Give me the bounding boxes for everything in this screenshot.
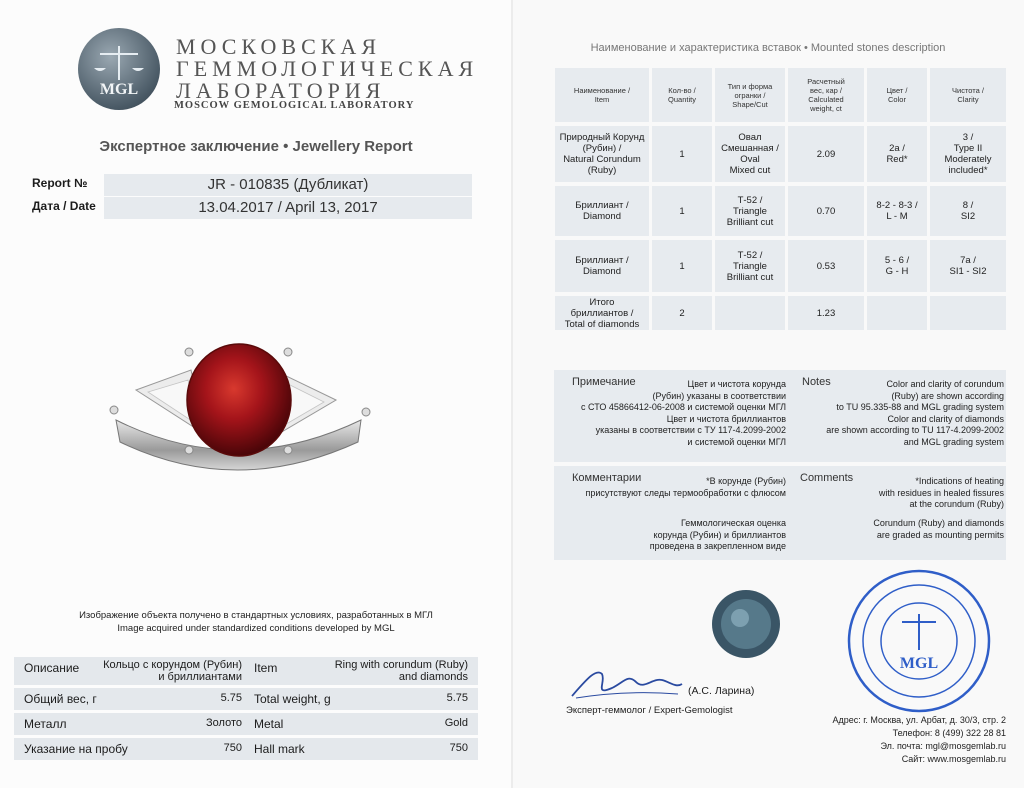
stones-cell-qty <box>652 126 712 182</box>
cell-text-line: 8 / <box>962 200 974 211</box>
cell-text <box>885 255 909 277</box>
stamp-seal <box>846 568 992 714</box>
cell-text <box>565 297 639 330</box>
note-en-text <box>770 379 1004 448</box>
stones-header-clarity <box>930 68 1006 122</box>
stones-cell-item <box>555 240 649 292</box>
header-text <box>668 86 696 104</box>
cell-text-line: Т-52 / <box>737 194 763 206</box>
header-text-line: Чистота / <box>952 86 984 95</box>
cell-text-line: Бриллиант / <box>575 200 629 211</box>
lab-subtitle: MOSCOW GEMOLOGICAL LABORATORY <box>174 100 415 111</box>
logo-badge: MGL <box>99 81 139 98</box>
cell-text-line: 8-2 - 8-3 / <box>876 200 918 211</box>
header-text-line: Shape/Cut <box>732 99 768 109</box>
stones-cell-color <box>867 240 927 292</box>
cell-text <box>721 132 779 176</box>
note-en-line: to TU 95.335-88 and MGL grading system <box>836 402 1004 412</box>
stones-cell-color <box>867 126 927 182</box>
cell-text-line: L - M <box>886 211 908 222</box>
cell-text: 0.53 <box>816 260 836 272</box>
address-line: Адрес: г. Москва, ул. Арбат, д. 30/3, стр. 2 <box>832 715 1006 725</box>
stones-cell-weight <box>788 126 864 182</box>
cell-text-line: Природный Корунд <box>559 132 645 143</box>
lab-name-line-1: МОСКОВСКАЯ <box>176 34 381 59</box>
cell-text-line: бриллиантов / <box>570 307 634 319</box>
signature <box>566 660 686 704</box>
prop-value: 750 <box>223 742 242 754</box>
header-text-line: Clarity <box>957 95 979 104</box>
prop-row-weight <box>14 688 478 710</box>
cell-text: 2 <box>679 307 685 319</box>
header-text-line: Кол-во / <box>668 86 696 95</box>
note-ru-line: (Рубин) указаны в соответствии <box>652 390 786 401</box>
cell-text-line: Triangle <box>733 260 767 272</box>
header-text-line: Цвет / <box>886 86 908 95</box>
comm-ru-text-1 <box>560 476 786 499</box>
cell-text: 1.23 <box>816 307 836 319</box>
hologram-sticker <box>710 588 782 660</box>
stones-cell-weight <box>788 186 864 236</box>
stones-cell-cut <box>715 296 785 330</box>
comm-ru-line: Геммологическая оценка <box>680 518 786 528</box>
cell-text <box>560 132 645 176</box>
prop-value: 5.75 <box>220 692 242 704</box>
stamp-text: MGL <box>899 655 939 672</box>
prop-value-en: Gold <box>444 717 468 729</box>
address-line: Сайт: www.mosgemlab.ru <box>901 754 1006 764</box>
note-en-line: and MGL grading system <box>903 436 1004 447</box>
cell-text-line: 7а / <box>960 255 976 266</box>
prop-label: Металл <box>24 717 67 731</box>
stones-cell-clarity <box>930 296 1006 330</box>
cell-text-line: Diamond <box>582 266 621 277</box>
stones-header-qty <box>652 68 712 122</box>
cell-text-line: included* <box>948 165 988 176</box>
prop-value-line: Кольцо с корундом (Рубин) <box>103 659 242 671</box>
prop-row-hallmark <box>14 738 478 760</box>
lab-name-line-2: ГЕММОЛОГИЧЕСКАЯ <box>176 56 479 81</box>
cell-text <box>727 250 773 283</box>
stones-header-weight <box>788 68 864 122</box>
cell-text-line: Овал <box>738 132 762 143</box>
stones-cell-clarity <box>930 186 1006 236</box>
stones-cell-qty <box>652 186 712 236</box>
address-line: Эл. почта: mgl@mosgemlab.ru <box>880 741 1006 751</box>
stones-header-item <box>555 68 649 122</box>
comm-en-line: *Indications of heating <box>915 476 1004 486</box>
cell-text <box>886 143 907 165</box>
cell-text <box>727 195 773 228</box>
lab-name <box>176 36 478 102</box>
cell-text-line: (Рубин) / <box>582 143 622 154</box>
caption-ru: Изображение объекта получено в стандартных условиях, разработанных в МГЛ <box>79 610 433 621</box>
cell-text-line: Brilliant cut <box>726 271 774 283</box>
cell-text-line: Oval <box>740 154 760 165</box>
note-en-line: (Ruby) are shown according <box>891 390 1004 401</box>
cell-text-line: Moderately <box>944 154 992 165</box>
prop-value-line: и бриллиантами <box>158 671 242 683</box>
cell-text-line: Red* <box>886 154 908 165</box>
cell-text-line: Type II <box>953 143 983 154</box>
prop-label: Описание <box>24 661 80 675</box>
prop-value <box>92 659 242 683</box>
header-text-line: Расчетный <box>807 77 845 86</box>
stones-cell-cut <box>715 126 785 182</box>
stones-cell-color <box>867 186 927 236</box>
cell-text-line: SI1 - SI2 <box>949 266 987 277</box>
cell-text: 2.09 <box>816 148 836 160</box>
header-text <box>952 86 984 104</box>
cell-text-line: Natural Corundum <box>563 154 641 165</box>
address-line: Телефон: 8 (499) 322 28 81 <box>892 728 1006 738</box>
note-en-label: Notes <box>802 376 831 388</box>
comm-en-label: Comments <box>800 472 854 484</box>
prop-value-en <box>314 659 468 683</box>
cell-text-line: Triangle <box>733 205 767 217</box>
cell-text <box>945 132 992 176</box>
prop-label-en: Hall mark <box>254 742 305 756</box>
date-label: Дата / Date <box>32 199 96 213</box>
cell-text <box>575 255 628 277</box>
stones-header-color <box>867 68 927 122</box>
prop-value-en: 5.75 <box>446 692 468 704</box>
stones-cell-qty <box>652 296 712 330</box>
prop-value-line: and diamonds <box>398 671 468 683</box>
properties-table <box>14 657 478 763</box>
cell-text-line: 5 - 6 / <box>884 255 910 266</box>
header-text <box>887 86 908 104</box>
comm-ru-text-2 <box>560 518 786 553</box>
cell-text: 1 <box>679 260 685 272</box>
cell-text-line: G - H <box>885 266 909 277</box>
prop-value-en: 750 <box>449 742 468 754</box>
prop-row-description <box>14 657 478 685</box>
cell-text: 0.70 <box>816 205 836 217</box>
cell-text <box>950 255 987 277</box>
ring-photo <box>96 330 386 490</box>
comm-en-line: are graded as mounting permits <box>876 529 1004 540</box>
stones-cell-clarity <box>930 240 1006 292</box>
header-text-line: огранки / <box>734 90 766 100</box>
cell-text-line: 2а / <box>889 143 905 154</box>
header-text-line: Item <box>594 95 610 104</box>
signature-role: Эксперт-геммолог / Expert-Gemologist <box>566 705 733 716</box>
cell-text-line: Смешанная / <box>721 143 779 154</box>
fold-line <box>511 0 513 788</box>
header-text-line: вес, кар / <box>810 86 842 95</box>
note-en-line: Color and clarity of corundum <box>886 379 1004 389</box>
cell-text <box>575 200 628 222</box>
note-en-line: Color and clarity of diamonds <box>887 413 1004 424</box>
note-ru-line: Цвет и чистота бриллиантов <box>666 413 786 424</box>
prop-value: Золото <box>206 717 242 729</box>
cell-text-line: Diamond <box>582 211 621 222</box>
header-text-line: weight, ct <box>810 104 842 113</box>
stones-cell-clarity <box>930 126 1006 182</box>
cell-text-line: 3 / <box>962 132 974 143</box>
header-text <box>807 77 845 113</box>
comm-ru-line: проведена в закрепленном виде <box>649 541 786 551</box>
mgl-logo <box>78 28 160 110</box>
header-text-line: Quantity <box>668 95 696 104</box>
note-ru-line: с СТО 45866412-06-2008 и системой оценки МГЛ <box>581 402 786 412</box>
cell-text-line: Бриллиант / <box>575 255 629 266</box>
note-ru-line: и системой оценки МГЛ <box>687 436 786 447</box>
note-ru-line: указаны в соответствии с ТУ 117-4.2099-2002 <box>595 425 786 435</box>
header-text-line: Наименование / <box>573 86 631 95</box>
cell-text <box>961 200 975 222</box>
comm-ru-line: присутствуют следы термообработки с флюсом <box>585 487 786 498</box>
header-text-line: Тип и форма <box>727 81 773 91</box>
prop-label: Указание на пробу <box>24 742 128 756</box>
comm-en-line: Corundum (Ruby) and diamonds <box>873 518 1004 528</box>
stones-cell-item <box>555 126 649 182</box>
report-no-value: JR - 010835 (Дубликат) <box>104 174 472 196</box>
note-ru-line: Цвет и чистота корунда <box>687 379 786 389</box>
cell-text-line: Итого <box>589 296 615 308</box>
stones-cell-cut <box>715 186 785 236</box>
header-text <box>574 86 630 104</box>
lab-address <box>832 714 1006 766</box>
prop-row-metal <box>14 713 478 735</box>
stones-heading: Наименование и характеристика вставок • Mounted stones description <box>590 42 946 54</box>
lab-name-line-3: ЛАБОРАТОРИЯ <box>176 78 386 103</box>
comm-ru-label: Комментарии <box>572 472 642 484</box>
prop-label-en: Item <box>254 661 278 675</box>
cell-text-line: SI2 <box>960 211 976 222</box>
date-value: 13.04.2017 / April 13, 2017 <box>104 197 472 219</box>
stones-cell-item <box>555 186 649 236</box>
header-text-line: Color <box>888 95 906 104</box>
stones-cell-qty <box>652 240 712 292</box>
prop-label-en: Metal <box>254 717 284 731</box>
comm-ru-line: *В корунде (Рубин) <box>706 476 786 486</box>
stones-cell-weight <box>788 240 864 292</box>
report-no-label: Report № <box>32 176 88 190</box>
comm-ru-line: корунда (Рубин) и бриллиантов <box>653 529 786 540</box>
cell-text-line: (Ruby) <box>587 165 617 176</box>
prop-label-en: Total weight, g <box>254 692 331 706</box>
prop-value-line: Ring with corundum (Ruby) <box>334 659 468 671</box>
cell-text-line: Mixed cut <box>729 165 771 176</box>
stones-cell-cut <box>715 240 785 292</box>
header-text-line: Calculated <box>808 95 844 104</box>
cell-text-line: Т-52 / <box>737 249 763 261</box>
note-ru-label: Примечание <box>572 376 636 388</box>
cell-text-line: Total of diamonds <box>564 318 640 330</box>
cell-text: 1 <box>679 205 685 217</box>
caption-en: Image acquired under standardized conditions developed by MGL <box>117 623 395 634</box>
note-en-line: are shown according to TU 117-4.2099-2002 <box>826 425 1004 435</box>
cell-text: 1 <box>679 148 685 160</box>
stones-header-cut <box>715 68 785 122</box>
cell-text <box>876 200 917 222</box>
stones-cell-weight <box>788 296 864 330</box>
note-ru-text <box>544 379 786 448</box>
comm-en-line: with residues in healed fissures <box>878 487 1004 498</box>
scales-icon <box>78 28 160 110</box>
report-title: Экспертное заключение • Jewellery Report <box>99 138 413 155</box>
comm-en-text-2 <box>790 518 1004 541</box>
stones-cell-item <box>555 296 649 330</box>
header-text <box>728 82 773 109</box>
prop-label: Общий вес, г <box>24 692 97 706</box>
comm-en-line: at the corundum (Ruby) <box>909 499 1004 509</box>
cell-text-line: Brilliant cut <box>726 216 774 228</box>
signature-name: (А.С. Ларина) <box>688 685 755 697</box>
stones-cell-color <box>867 296 927 330</box>
comm-en-text-1 <box>790 476 1004 511</box>
